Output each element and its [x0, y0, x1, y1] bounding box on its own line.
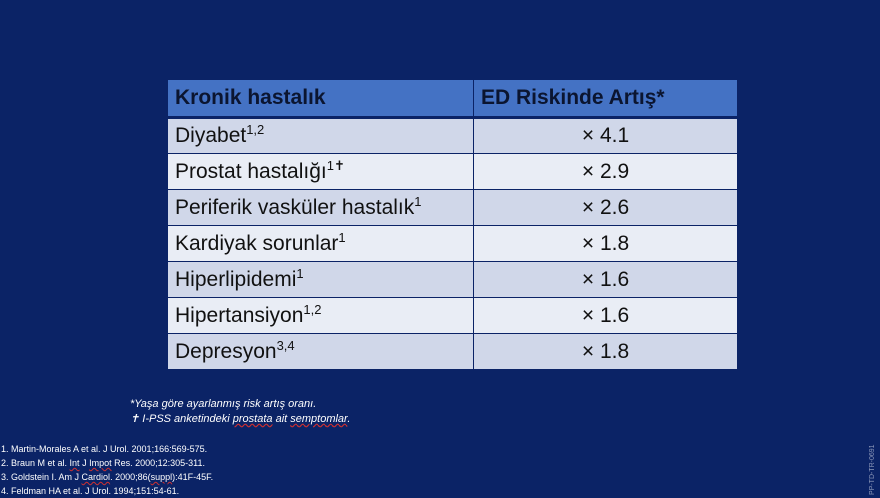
reference-mark: 1,2	[246, 122, 265, 137]
reference-item: 4. Feldman HA et al. J Urol. 1994;151:54-61.	[1, 486, 180, 496]
condition-cell: Prostat hastalığı$^{1✝}$	[168, 154, 474, 190]
footnote-ipss: ✝ I-PSS anketindeki prostata ait semptomlar.	[130, 413, 351, 425]
footnote-age-adjusted: *Yaşa göre ayarlanmış risk artış oranı.	[130, 398, 317, 410]
reference-mark: 1	[296, 265, 304, 281]
condition-cell: Periferik vasküler hastalık$^1$	[168, 190, 474, 226]
table-row	[168, 190, 738, 226]
risk-value-cell: × 2.6	[474, 190, 738, 226]
risk-value-cell: × 1.6	[474, 298, 738, 334]
risk-table	[167, 79, 738, 370]
condition-cell: Depresyon$^{3,4}$	[168, 334, 474, 370]
condition-cell: Kardiyak sorunlar$^1$	[168, 226, 474, 262]
risk-value-cell: × 1.8	[474, 334, 738, 370]
table-row	[168, 334, 738, 370]
table-row	[168, 298, 738, 334]
condition-cell: Diyabet$^{1,2}$	[168, 118, 474, 154]
header-ed-risk: ED Riskinde Artış*	[474, 80, 738, 118]
table-row	[168, 226, 738, 262]
references-list	[1, 442, 213, 498]
reference-mark: 1	[414, 193, 422, 209]
reference-item: 1. Martin-Morales A et al. J Urol. 2001;166:569-575.	[1, 444, 208, 454]
reference-item: 2. Braun M et al. Int J Impot Res. 2000;12:305-311.	[1, 458, 205, 468]
risk-value-cell: × 4.1	[474, 118, 738, 154]
header-chronic-disease: Kronik hastalık	[168, 80, 474, 118]
reference-item: 3. Goldstein I. Am J Cardiol. 2000;86(suppl):41F-45F.	[1, 472, 214, 482]
table-row	[168, 154, 738, 190]
condition-cell: Hipertansiyon$^{1,2}$	[168, 298, 474, 334]
table-header-row	[168, 80, 738, 118]
reference-mark: 3,4	[276, 337, 295, 353]
reference-mark: 1	[338, 229, 346, 245]
condition-cell: Hiperlipidemi$^1$	[168, 262, 474, 298]
risk-value-cell: × 2.9	[474, 154, 738, 190]
risk-value-cell: × 1.8	[474, 226, 738, 262]
table-row	[168, 262, 738, 298]
risk-value-cell: × 1.6	[474, 262, 738, 298]
document-code: PP-TD-TR-0691	[869, 444, 876, 495]
table-row	[168, 118, 738, 154]
footnotes	[130, 397, 350, 427]
reference-mark: 1,2	[303, 301, 322, 317]
reference-mark: 1✝	[326, 157, 345, 173]
